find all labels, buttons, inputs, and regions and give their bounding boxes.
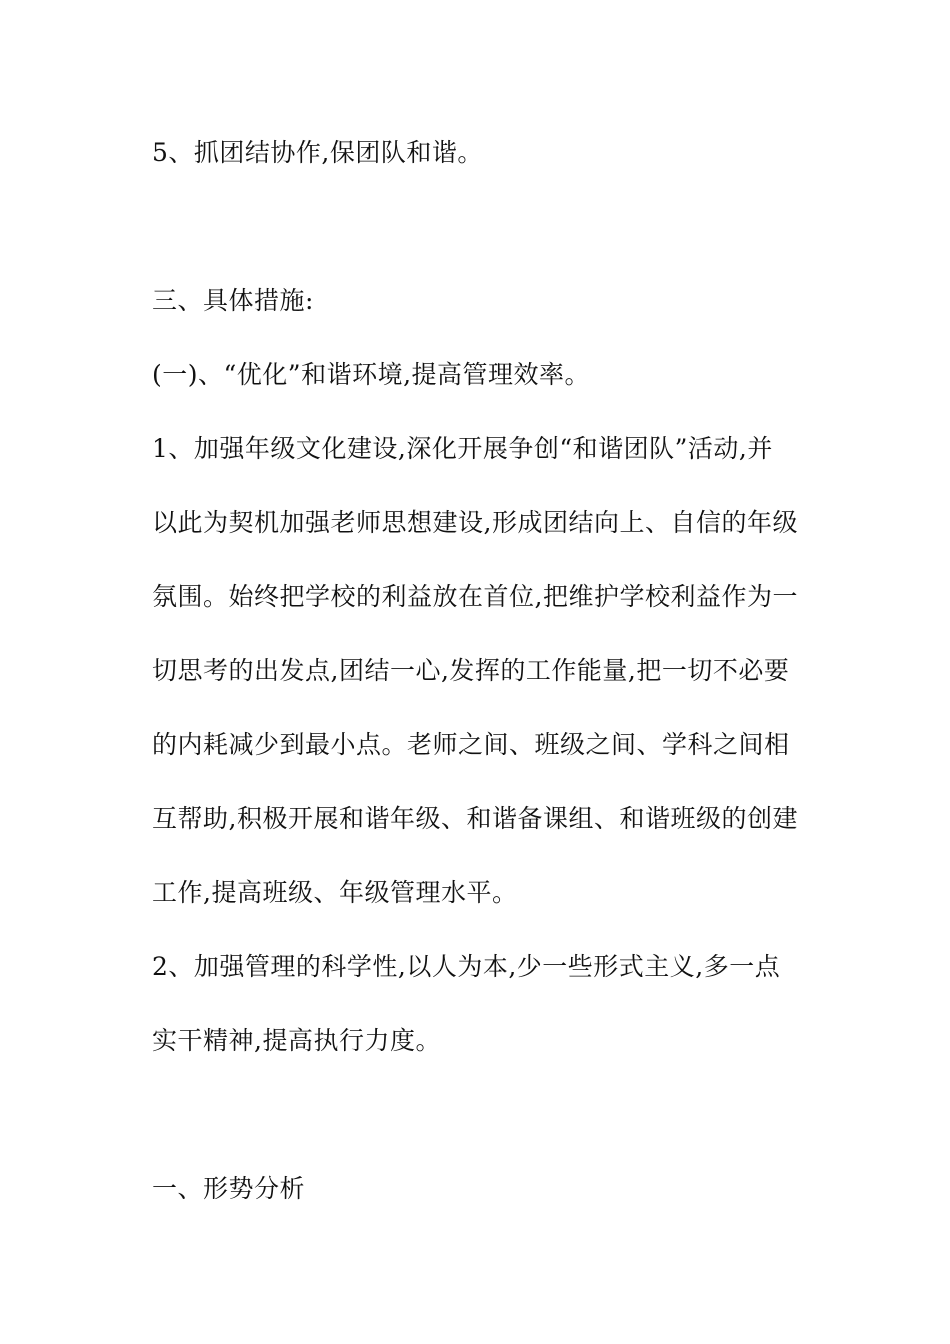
paragraph-line: 1、加强年级文化建设,深化开展争创“和谐团队”活动,并 (152, 434, 773, 463)
paragraph-line: 2、加强管理的科学性,以人为本,少一些形式主义,多一点 (152, 952, 781, 981)
paragraph-line: 互帮助,积极开展和谐年级、和谐备课组、和谐班级的创建 (152, 804, 798, 833)
paragraph-line: 的内耗减少到最小点。老师之间、班级之间、学科之间相 (152, 730, 790, 759)
paragraph-line: 实干精神,提高执行力度。 (152, 1026, 441, 1055)
section-heading: 三、具体措施: (152, 286, 314, 315)
paragraph-line: 以此为契机加强老师思想建设,形成团结向上、自信的年级 (152, 508, 798, 537)
section-heading: 一、形势分析 (152, 1174, 306, 1203)
paragraph-line: 工作,提高班级、年级管理水平。 (152, 878, 518, 907)
subsection-heading: (一)、“优化”和谐环境,提高管理效率。 (152, 360, 591, 389)
paragraph-line: 氛围。始终把学校的利益放在首位,把维护学校利益作为一 (152, 582, 798, 611)
paragraph-line: 5、抓团结协作,保团队和谐。 (152, 138, 483, 167)
paragraph-line: 切思考的出发点,团结一心,发挥的工作能量,把一切不必要 (152, 656, 790, 685)
